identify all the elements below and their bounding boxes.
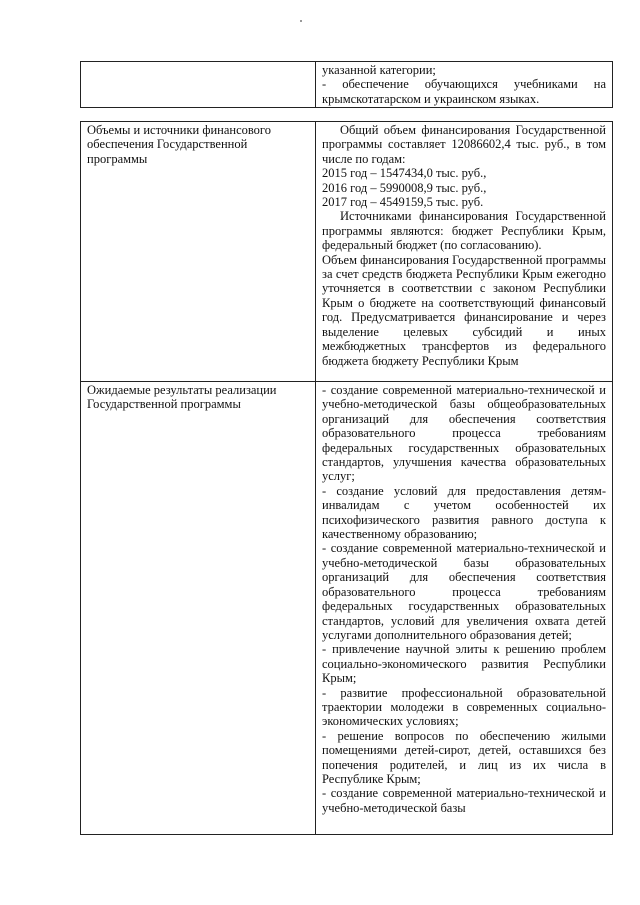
result-item: - создание условий для предоставления детям-инвалидам с учетом особенностей их психофизического развития равного доступа к качественному образованию; [322, 483, 606, 542]
results-label: Ожидаемые результаты реализации Государственной программы [87, 383, 277, 412]
result-item: - создание современной материально-технической и учебно-методической базы образовательных организаций для обеспечения соответствия образовательного процесса требованиям федеральных государственных образовательных стандартов, условий для увеличения охвата детей услугами дополнительного образования детей; [322, 541, 606, 642]
continuation-cell [316, 62, 613, 108]
result-item: - создание современной материально-технической и учебно-методической базы [322, 786, 606, 815]
continuation-table [80, 61, 613, 108]
scan-speck [300, 20, 302, 22]
result-item: - создание современной материально-технической и учебно-методической базы общеобразовательных организаций для обеспечения соответствия образовательного процесса требованиям федеральных государственных образовательных стандартов, улучшения качества образовательных услуг; [322, 383, 606, 484]
table-row [81, 382, 613, 835]
results-value-cell [316, 382, 613, 835]
financing-volume: Объем финансирования Государственной программы за счет средств бюджета Республики Крым ежегодно уточняется в соответствии с законом Республики Крым о бюджете на соответствующий финансовый год. Предусматривается финансирование и через выделение целевых субсидий и иных межбюджетных трансфертов из федерального бюджета бюджету Республики Крым [322, 252, 606, 368]
results-label-cell [81, 382, 316, 835]
result-item: - решение вопросов по обеспечению жилыми помещениями детей-сирот, детей, оставшихся без попечения родителей, и лиц из их числа в Республике Крым; [322, 728, 606, 786]
program-passport-table [80, 121, 613, 835]
result-item: - привлечение научной элиты к решению проблем социально-экономического развития Республики Крым; [322, 642, 606, 686]
financing-total: Общий объем финансирования Государственной программы составляет 12086602,4 тыс. руб., в том числе по годам: [322, 123, 606, 166]
continuation-line: указанной категории; [322, 63, 436, 77]
financing-label-cell [81, 122, 316, 382]
financing-year: 2017 год – 4549159,5 тыс. руб. [322, 195, 484, 210]
table-row [81, 62, 613, 108]
financing-sources: Источниками финансирования Государственной программы являются: бюджет Республики Крым, федеральный бюджет (по согласованию). [322, 209, 606, 253]
financing-year: 2016 год – 5990008,9 тыс. руб., [322, 180, 487, 195]
financing-year: 2015 год – 1547434,0 тыс. руб., [322, 166, 487, 181]
empty-label-cell [81, 62, 316, 108]
continuation-line: крымскотатарском и украинском языках. [322, 91, 540, 106]
financing-value-cell [316, 122, 613, 382]
continuation-line: - обеспечение обучающихся учебниками на [322, 77, 606, 92]
table-row [81, 122, 613, 382]
result-item: - развитие профессиональной образовательной траектории молодежи в современных социально-экономических условиях; [322, 685, 606, 729]
financing-label: Объемы и источники финансового обеспечения Государственной программы [87, 123, 271, 166]
